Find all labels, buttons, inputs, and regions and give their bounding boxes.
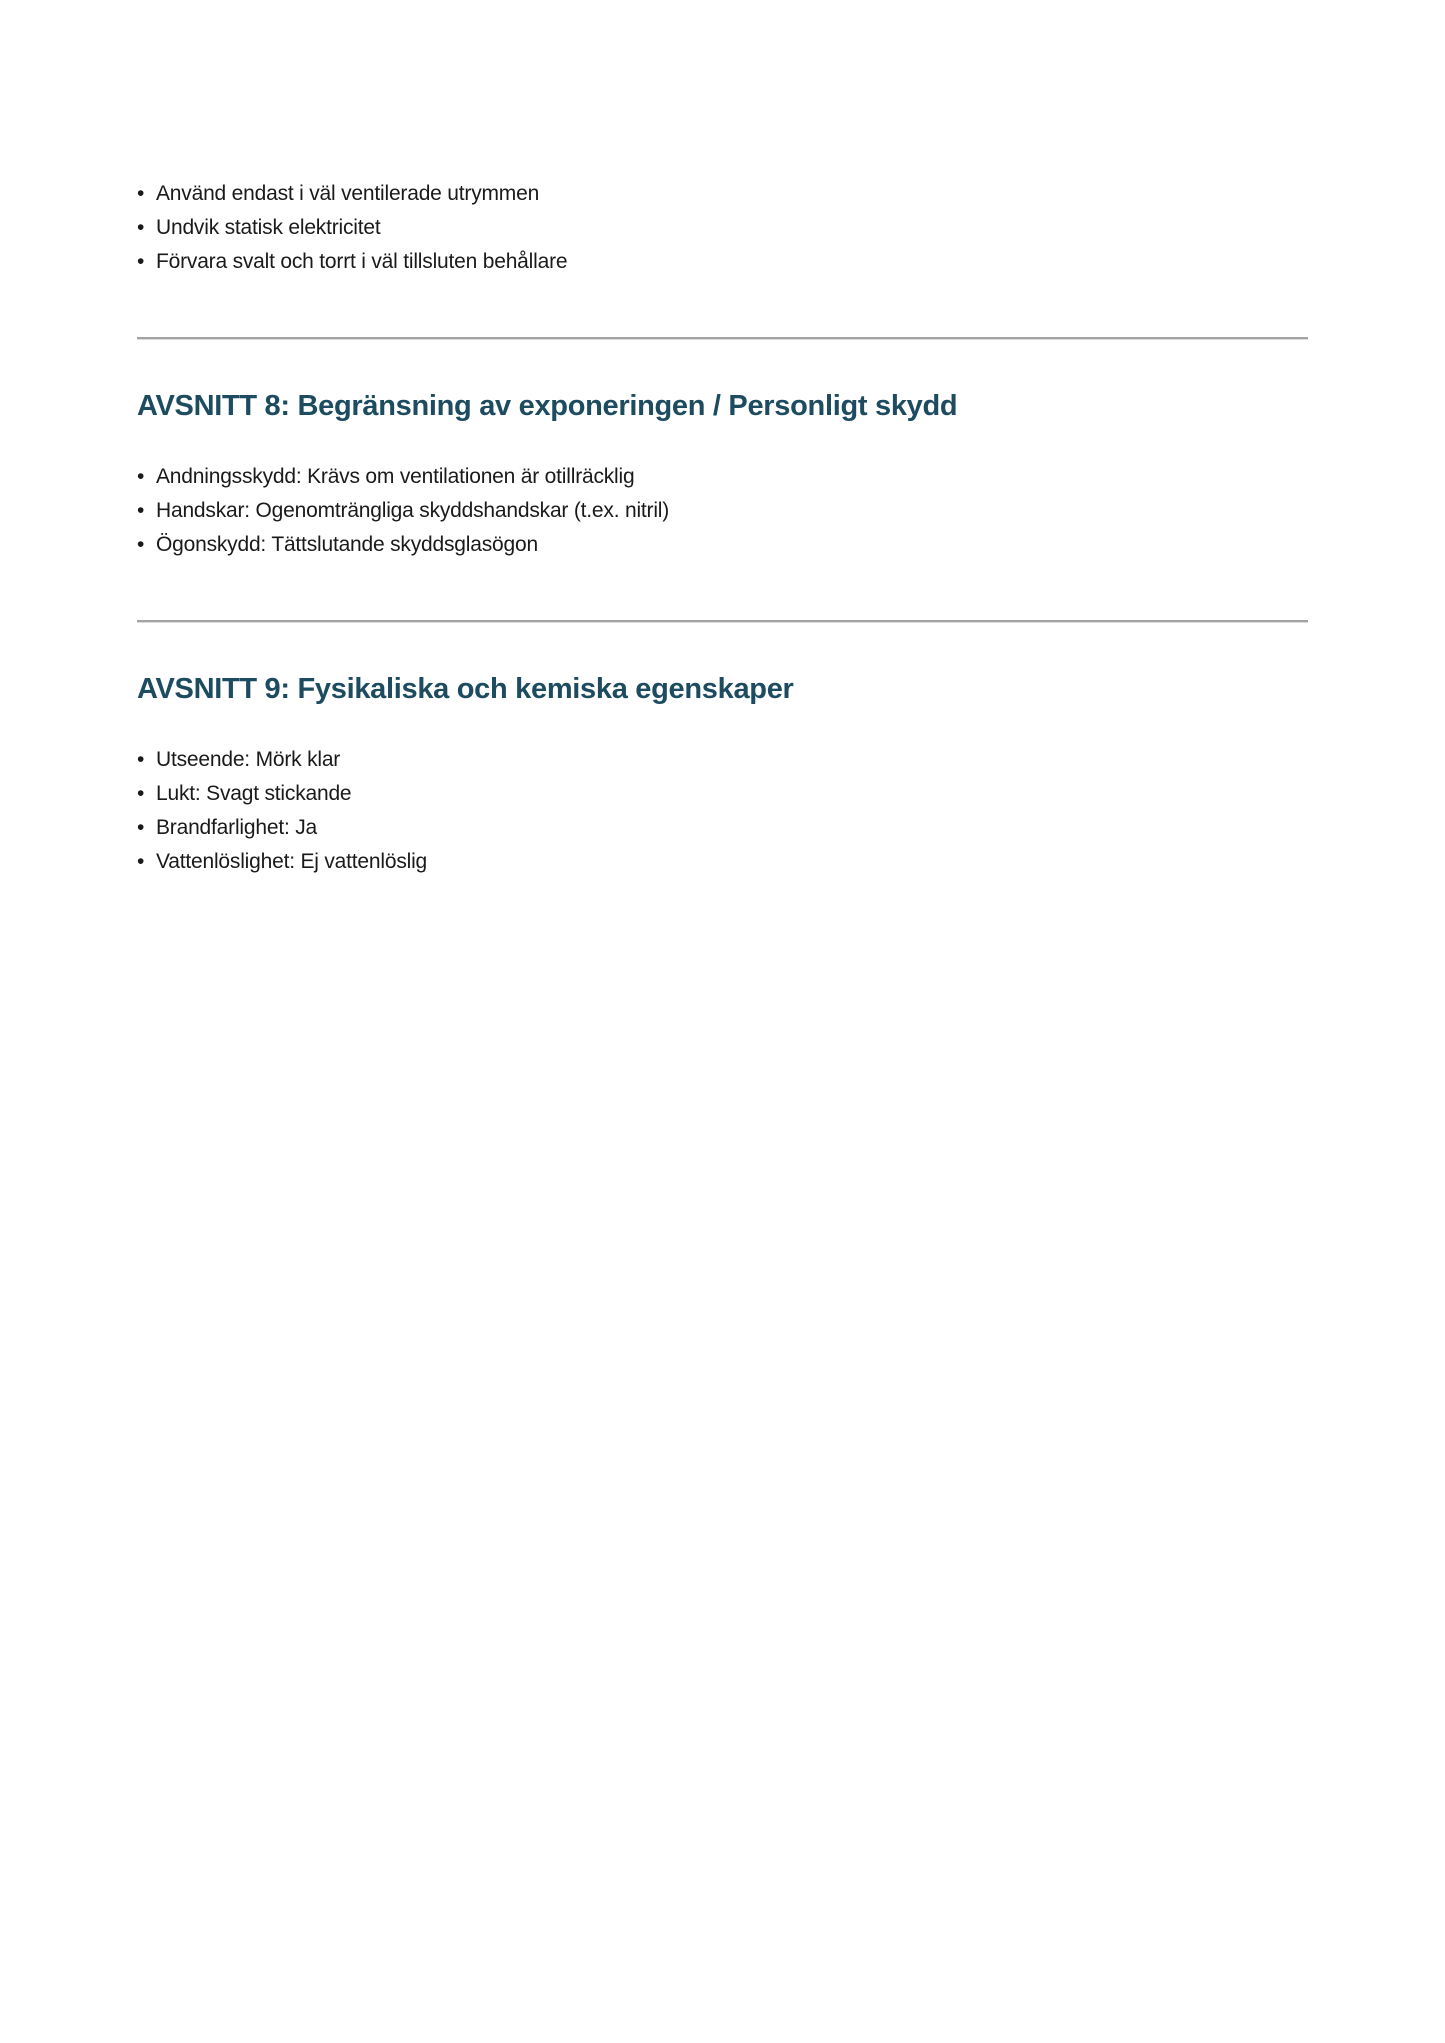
section-heading-avsnitt-9: AVSNITT 9: Fysikaliska och kemiska egenskaper bbox=[137, 673, 794, 705]
list-item bbox=[137, 528, 1308, 562]
list-item-text: Handskar: Ogenomträngliga skyddshandskar (t.ex. nitril) bbox=[156, 499, 670, 522]
bullet-list-avsnitt-9 bbox=[137, 743, 1308, 879]
list-item bbox=[137, 777, 1308, 811]
bullet-icon: • bbox=[137, 216, 145, 239]
bullet-list-handling bbox=[137, 177, 1308, 279]
bullet-icon: • bbox=[137, 250, 145, 273]
bullet-icon: • bbox=[137, 182, 145, 205]
list-item bbox=[137, 845, 1308, 879]
list-item bbox=[137, 494, 1308, 528]
bullet-icon: • bbox=[137, 748, 145, 771]
bullet-icon: • bbox=[137, 533, 145, 556]
list-item bbox=[137, 743, 1308, 777]
list-item-text: Vattenlöslighet: Ej vattenlöslig bbox=[156, 850, 428, 873]
list-item-text: Förvara svalt och torrt i väl tillsluten behållare bbox=[156, 250, 568, 273]
list-item-text: Utseende: Mörk klar bbox=[156, 748, 341, 771]
list-item-text: Brandfarlighet: Ja bbox=[156, 816, 317, 839]
bullet-icon: • bbox=[137, 816, 145, 839]
list-item bbox=[137, 245, 1308, 279]
list-item bbox=[137, 811, 1308, 845]
bullet-icon: • bbox=[137, 499, 145, 522]
list-item-text: Använd endast i väl ventilerade utrymmen bbox=[156, 182, 540, 205]
list-item-text: Lukt: Svagt stickande bbox=[156, 782, 352, 805]
section-divider bbox=[137, 620, 1308, 623]
bullet-icon: • bbox=[137, 850, 145, 873]
bullet-icon: • bbox=[137, 782, 145, 805]
list-item bbox=[137, 211, 1308, 245]
list-item-text: Undvik statisk elektricitet bbox=[156, 216, 381, 239]
bullet-list-avsnitt-8 bbox=[137, 460, 1308, 562]
list-item-text: Andningsskydd: Krävs om ventilationen är otillräcklig bbox=[156, 465, 635, 488]
list-item-text: Ögonskydd: Tättslutande skyddsglasögon bbox=[156, 533, 538, 556]
list-item bbox=[137, 460, 1308, 494]
section-divider bbox=[137, 337, 1308, 340]
bullet-icon: • bbox=[137, 465, 145, 488]
section-heading-avsnitt-8: AVSNITT 8: Begränsning av exponeringen / Personligt skydd bbox=[137, 390, 958, 422]
list-item bbox=[137, 177, 1308, 211]
